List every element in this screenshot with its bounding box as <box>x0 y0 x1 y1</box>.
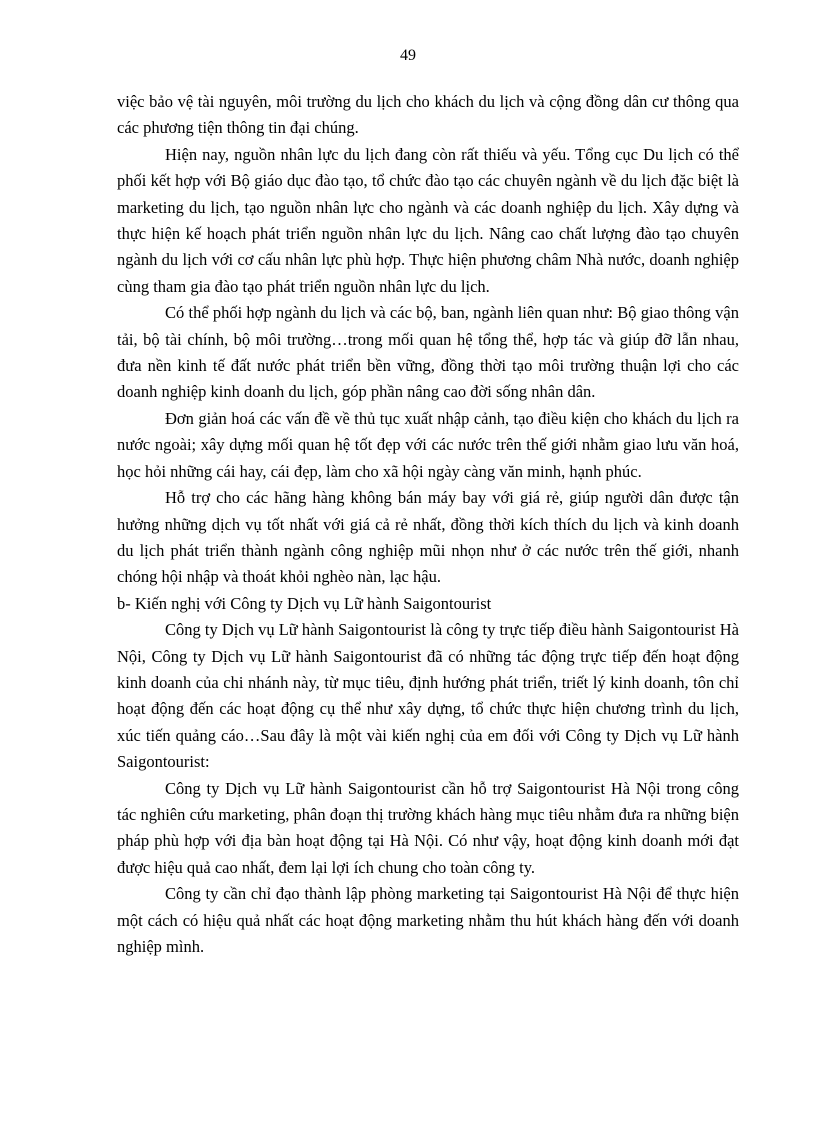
document-body <box>117 89 739 960</box>
paragraph-8: Công ty cần chỉ đạo thành lập phòng marketing tại Saigontourist Hà Nội để thực hiện một cách có hiệu quả nhất các hoạt động marketing nhằm thu hút khách hàng đến với doanh nghiệp mình. <box>117 884 739 956</box>
section-heading: b- Kiến nghị với Công ty Dịch vụ Lữ hành Saigontourist <box>117 593 492 613</box>
paragraph-7: Công ty Dịch vụ Lữ hành Saigontourist cần hỗ trợ Saigontourist Hà Nội trong công tác nghiên cứu marketing, phân đoạn thị trường khách hàng mục tiêu nhằm đưa ra những biện pháp phù hợp với địa bàn hoạt động tại Hà Nội. Có như vậy, hoạt động kinh doanh mới đạt được hiệu quả cao nhất, đem lại lợi ích chung cho toàn công ty. <box>117 778 739 877</box>
paragraph-2: Hiện nay, nguồn nhân lực du lịch đang còn rất thiếu và yếu. Tổng cục Du lịch có thể phối kết hợp với Bộ giáo dục đào tạo, tổ chức đào tạo các chuyên ngành về du lịch đặc biệt là marketing du lịch, tạo nguồn nhân lực cho ngành và các doanh nghiệp du lịch. Xây dựng và thực hiện kế hoạch phát triển nguồn nhân lực du lịch. Nâng cao chất lượng đào tạo chuyên ngành du lịch với cơ cấu nhân lực phù hợp. Thực hiện phương châm Nhà nước, doanh nghiệp cùng tham gia đào tạo phát triển nguồn nhân lực du lịch. <box>117 144 739 296</box>
paragraph-5: Hỗ trợ cho các hãng hàng không bán máy bay với giá rẻ, giúp người dân được tận hưởng những dịch vụ tốt nhất với giá cả rẻ nhất, đồng thời kích thích du lịch và kinh doanh du lịch phát triển thành ngành công nghiệp mũi nhọn như ở các nước trên thế giới, nhanh chóng hội nhập và thoát khỏi nghèo nàn, lạc hậu. <box>117 488 739 587</box>
page-number: 49 <box>400 47 416 64</box>
paragraph-4: Đơn giản hoá các vấn đề về thủ tục xuất nhập cảnh, tạo điều kiện cho khách du lịch ra nước ngoài; xây dựng mối quan hệ tốt đẹp với các nước trên thế giới nhằm giao lưu văn hoá, học hỏi những cái hay, cái đẹp, làm cho xã hội ngày càng văn minh, hạnh phúc. <box>117 408 739 481</box>
paragraph-6: Công ty Dịch vụ Lữ hành Saigontourist là công ty trực tiếp điều hành Saigontourist Hà Nội, Công ty Dịch vụ Lữ hành Saigontourist đã có những tác động trực tiếp đến hoạt động kinh doanh của chi nhánh này, từ mục tiêu, định hướng phát triển, triết lý kinh doanh, tôn chỉ hoạt động đến các hoạt động cụ thể như xây dựng, tổ chức thực hiện chương trình du lịch, xúc tiến quảng cáo…Sau đây là một vài kiến nghị của em đối với Công ty Dịch vụ Lữ hành Saigontourist: <box>117 620 739 772</box>
paragraph-1: việc bảo vệ tài nguyên, môi trường du lịch cho khách du lịch và cộng đồng dân cư thông qua các phương tiện thông tin đại chúng. <box>117 92 739 138</box>
paragraph-3: Có thể phối hợp ngành du lịch và các bộ, ban, ngành liên quan như: Bộ giao thông vận tải, bộ tài chính, bộ môi trường…trong mối quan hệ tổng thể, hợp tác và giúp đỡ lẫn nhau, đưa nền kinh tế đất nước phát triển bền vững, đồng thời tạo môi trường thuận lợi cho các doanh nghiệp kinh doanh du lịch, góp phần nâng cao đời sống nhân dân. <box>117 303 739 402</box>
